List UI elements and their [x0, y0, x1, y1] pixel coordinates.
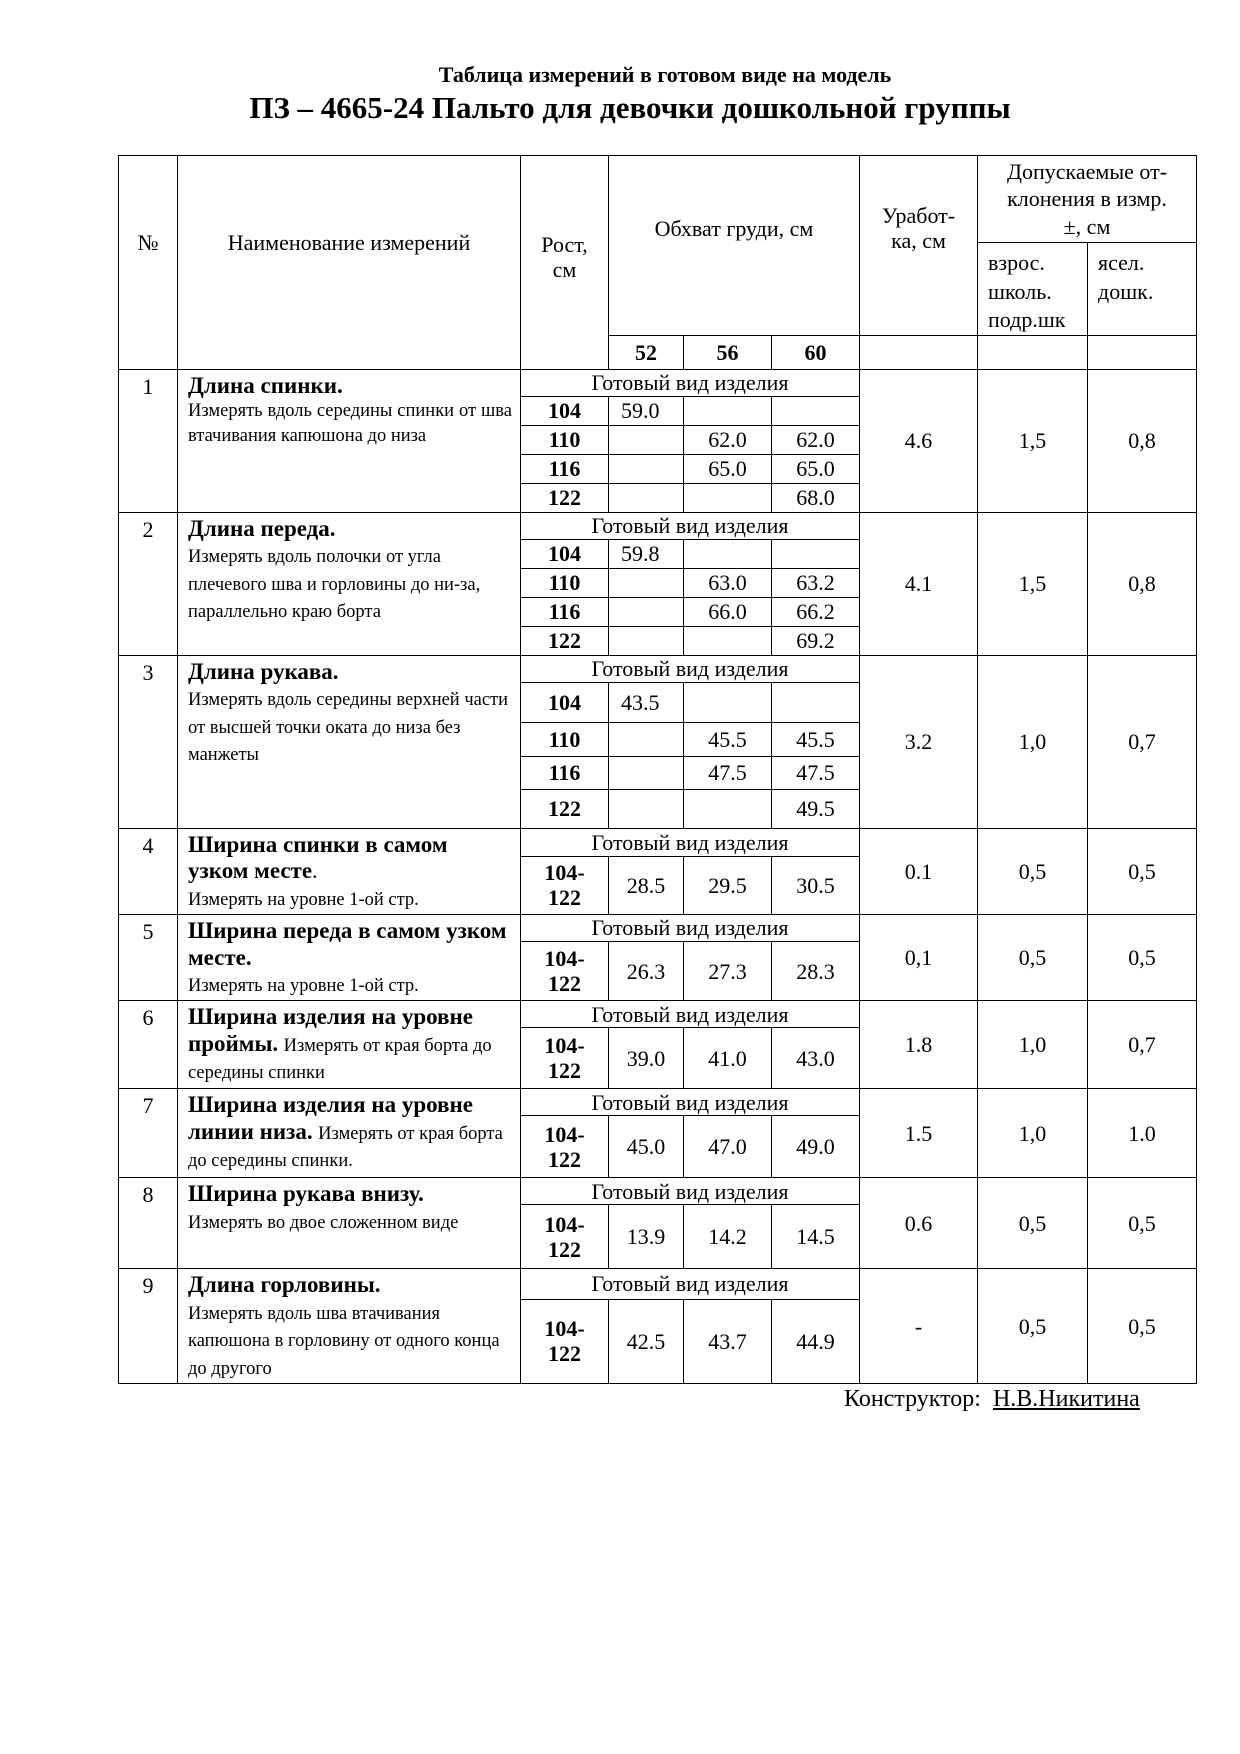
allowance-value: 1.5: [860, 1089, 978, 1178]
deviation-adult-value: 1,5: [978, 369, 1088, 512]
value-chest-60: [772, 396, 860, 425]
row-number: 4: [119, 828, 178, 914]
signature: [844, 1386, 1140, 1413]
ready-product-label: Готовый вид изделия: [521, 1269, 860, 1299]
header-blank: [1088, 335, 1197, 369]
value-chest-60: 47.5: [772, 756, 860, 789]
value-chest-52: 59.0: [609, 396, 684, 425]
height-value: 110: [521, 425, 609, 454]
measurement-row: [119, 828, 1197, 856]
measurement-row: [119, 1178, 1197, 1205]
value-chest-52: [609, 568, 684, 597]
value-chest-60: 14.5: [772, 1205, 860, 1269]
measurement-name: [178, 655, 521, 828]
row-number: 6: [119, 1001, 178, 1089]
value-chest-60: 65.0: [772, 454, 860, 483]
measurement-title: Ширина переда в самом узком месте.: [188, 918, 507, 970]
measurement-row: [119, 369, 1197, 396]
value-chest-56: 41.0: [684, 1028, 772, 1089]
row-number: 9: [119, 1269, 178, 1384]
value-chest-52: 45.0: [609, 1116, 684, 1178]
value-chest-56: 14.2: [684, 1205, 772, 1269]
allowance-value: 4.1: [860, 512, 978, 655]
row-number: 7: [119, 1089, 178, 1178]
deviation-adult-value: 0,5: [978, 1269, 1088, 1384]
measurement-row: [119, 915, 1197, 942]
value-chest-56: [684, 682, 772, 722]
deviation-adult-value: 0,5: [978, 915, 1088, 1001]
allowance-value: -: [860, 1269, 978, 1384]
deviation-adult-value: 1,0: [978, 655, 1088, 828]
ready-product-label: Готовый вид изделия: [521, 828, 860, 856]
value-chest-60: 69.2: [772, 626, 860, 655]
deviation-nursery-value: 0,5: [1088, 828, 1197, 914]
value-chest-56: [684, 789, 772, 828]
document-title: ПЗ – 4665-24 Пальто для девочки дошкольной группы: [249, 90, 1011, 125]
deviation-nursery-value: 0,8: [1088, 369, 1197, 512]
height-value: 104: [521, 396, 609, 425]
height-value: 104- 122: [521, 1028, 609, 1089]
measurement-description: Измерять на уровне 1-ой стр.: [188, 975, 419, 996]
row-number: 2: [119, 512, 178, 655]
height-value: 116: [521, 756, 609, 789]
value-chest-56: 62.0: [684, 425, 772, 454]
value-chest-52: 43.5: [609, 682, 684, 722]
measurement-title: Длина спинки.: [188, 372, 343, 398]
row-number: 1: [119, 369, 178, 512]
value-chest-52: 42.5: [609, 1299, 684, 1383]
value-chest-52: 13.9: [609, 1205, 684, 1269]
value-chest-56: 65.0: [684, 454, 772, 483]
measurement-row: [119, 1089, 1197, 1116]
value-chest-56: 43.7: [684, 1299, 772, 1383]
deviation-nursery-value: 0,5: [1088, 1269, 1197, 1384]
value-chest-60: [772, 682, 860, 722]
value-chest-56: 47.0: [684, 1116, 772, 1178]
measurement-name: [178, 369, 521, 512]
document-subtitle: Таблица измерений в готовом виде на модель: [438, 62, 892, 87]
measurement-name: [178, 915, 521, 1001]
height-value: 104- 122: [521, 1116, 609, 1178]
measurement-name: [178, 1001, 521, 1089]
row-number: 8: [119, 1178, 178, 1269]
measurement-title: Длина рукава.: [188, 658, 339, 684]
ready-product-label: Готовый вид изделия: [521, 512, 860, 539]
value-chest-56: 45.5: [684, 722, 772, 756]
value-chest-60: 62.0: [772, 425, 860, 454]
value-chest-52: [609, 722, 684, 756]
ready-product-label: Готовый вид изделия: [521, 369, 860, 396]
chest-size-56: 56: [684, 335, 772, 369]
height-value: 110: [521, 722, 609, 756]
ready-product-label: Готовый вид изделия: [521, 1001, 860, 1028]
value-chest-52: [609, 756, 684, 789]
measurement-description: Измерять от края борта до середины спинки.: [188, 1123, 503, 1172]
header-blank: [978, 335, 1088, 369]
value-chest-56: [684, 396, 772, 425]
value-chest-60: 66.2: [772, 597, 860, 626]
height-value: 116: [521, 597, 609, 626]
measurement-title: Ширина спинки в самом узком месте: [188, 831, 448, 884]
measurement-description: Измерять вдоль середины верхней части от высшей точки оката до низа без манжеты: [188, 690, 509, 766]
deviation-nursery-value: 0,5: [1088, 1178, 1197, 1269]
chest-size-52: 52: [609, 335, 684, 369]
measurement-row: [119, 1269, 1197, 1299]
measurement-description: Измерять во двое сложенном виде: [188, 1212, 459, 1233]
value-chest-52: 28.5: [609, 856, 684, 914]
value-chest-52: [609, 425, 684, 454]
measurement-title: Длина горловины.: [188, 1272, 381, 1298]
deviation-nursery-value: 1.0: [1088, 1089, 1197, 1178]
value-chest-56: [684, 483, 772, 512]
measurement-name: [178, 828, 521, 914]
ready-product-label: Готовый вид изделия: [521, 915, 860, 942]
value-chest-60: 63.2: [772, 568, 860, 597]
deviation-adult-value: 1,0: [978, 1001, 1088, 1089]
measurement-name: [178, 512, 521, 655]
height-value: 104: [521, 682, 609, 722]
measurement-name: [178, 1178, 521, 1269]
deviation-adult-value: 0,5: [978, 1178, 1088, 1269]
measurement-title-tail: .: [312, 858, 318, 884]
value-chest-52: 26.3: [609, 942, 684, 1001]
header-dev-adult: взрос. школь. подр.шк: [978, 243, 1088, 336]
allowance-value: 3.2: [860, 655, 978, 828]
measurement-title: Ширина изделия на уровне линии низа.: [188, 1092, 473, 1144]
row-number: 5: [119, 915, 178, 1001]
value-chest-52: [609, 597, 684, 626]
ready-product-label: Готовый вид изделия: [521, 1089, 860, 1116]
signature-label: Конструктор:: [844, 1386, 981, 1412]
value-chest-52: [609, 626, 684, 655]
value-chest-52: 59.8: [609, 539, 684, 568]
allowance-value: 4.6: [860, 369, 978, 512]
height-value: 122: [521, 626, 609, 655]
value-chest-60: 45.5: [772, 722, 860, 756]
value-chest-60: 28.3: [772, 942, 860, 1001]
measurement-description: Измерять от края борта до середины спинки: [188, 1035, 492, 1084]
deviation-adult-value: 1,0: [978, 1089, 1088, 1178]
value-chest-52: [609, 483, 684, 512]
ready-product-label: Готовый вид изделия: [521, 1178, 860, 1205]
header-name: Наименование измерений: [178, 156, 521, 370]
value-chest-56: 29.5: [684, 856, 772, 914]
header-deviation: Допускаемые от- клонения в измр. ±, см: [978, 156, 1197, 243]
allowance-value: 1.8: [860, 1001, 978, 1089]
height-value: 122: [521, 789, 609, 828]
height-value: 104- 122: [521, 1205, 609, 1269]
deviation-adult-value: 1,5: [978, 512, 1088, 655]
value-chest-56: 47.5: [684, 756, 772, 789]
header-blank: [860, 335, 978, 369]
value-chest-60: [772, 539, 860, 568]
height-value: 110: [521, 568, 609, 597]
header-chest: Обхват груди, см: [609, 156, 860, 336]
height-value: 104- 122: [521, 942, 609, 1001]
value-chest-56: [684, 626, 772, 655]
value-chest-60: 30.5: [772, 856, 860, 914]
measurement-description: Измерять вдоль шва втачивания капюшона в горловину от одного конца до другого: [188, 1303, 500, 1379]
measurement-row: [119, 655, 1197, 682]
height-value: 116: [521, 454, 609, 483]
deviation-nursery-value: 0,8: [1088, 512, 1197, 655]
value-chest-60: 49.5: [772, 789, 860, 828]
value-chest-56: 66.0: [684, 597, 772, 626]
deviation-adult-value: 0,5: [978, 828, 1088, 914]
measurement-description: Измерять вдоль середины спинки от шва втачивания капюшона до низа: [188, 401, 512, 446]
measurement-row: [119, 512, 1197, 539]
measurement-description: Измерять вдоль полочки от угла плечевого шва и горловины до ни-за, параллельно краю борта: [188, 547, 481, 623]
signature-name: Н.В.Никитина: [992, 1386, 1140, 1412]
allowance-value: 0.1: [860, 828, 978, 914]
value-chest-60: 43.0: [772, 1028, 860, 1089]
allowance-value: 0,1: [860, 915, 978, 1001]
value-chest-60: 68.0: [772, 483, 860, 512]
row-number: 3: [119, 655, 178, 828]
header-dev-nursery: ясел. дошк.: [1088, 243, 1197, 336]
measurement-description: Измерять на уровне 1-ой стр.: [188, 889, 419, 910]
measurement-name: [178, 1089, 521, 1178]
deviation-nursery-value: 0,7: [1088, 1001, 1197, 1089]
height-value: 122: [521, 483, 609, 512]
deviation-nursery-value: 0,7: [1088, 655, 1197, 828]
height-value: 104: [521, 539, 609, 568]
header-number: №: [119, 156, 178, 370]
header-allowance: Уработ- ка, см: [860, 156, 978, 336]
measurement-row: [119, 1001, 1197, 1028]
value-chest-60: 44.9: [772, 1299, 860, 1383]
value-chest-52: 39.0: [609, 1028, 684, 1089]
allowance-value: 0.6: [860, 1178, 978, 1269]
header-height: Рост, см: [521, 156, 609, 370]
value-chest-56: [684, 539, 772, 568]
measurement-title: Длина переда.: [188, 515, 336, 541]
value-chest-52: [609, 789, 684, 828]
measurement-title: Ширина изделия на уровне проймы.: [188, 1004, 473, 1056]
deviation-nursery-value: 0,5: [1088, 915, 1197, 1001]
chest-size-60: 60: [772, 335, 860, 369]
height-value: 104- 122: [521, 856, 609, 914]
height-value: 104- 122: [521, 1299, 609, 1383]
value-chest-56: 27.3: [684, 942, 772, 1001]
value-chest-52: [609, 454, 684, 483]
ready-product-label: Готовый вид изделия: [521, 655, 860, 682]
value-chest-56: 63.0: [684, 568, 772, 597]
measurement-title: Ширина рукава внизу.: [188, 1181, 424, 1207]
measurement-name: [178, 1269, 521, 1384]
measurement-table: [118, 155, 1197, 1384]
value-chest-60: 49.0: [772, 1116, 860, 1178]
